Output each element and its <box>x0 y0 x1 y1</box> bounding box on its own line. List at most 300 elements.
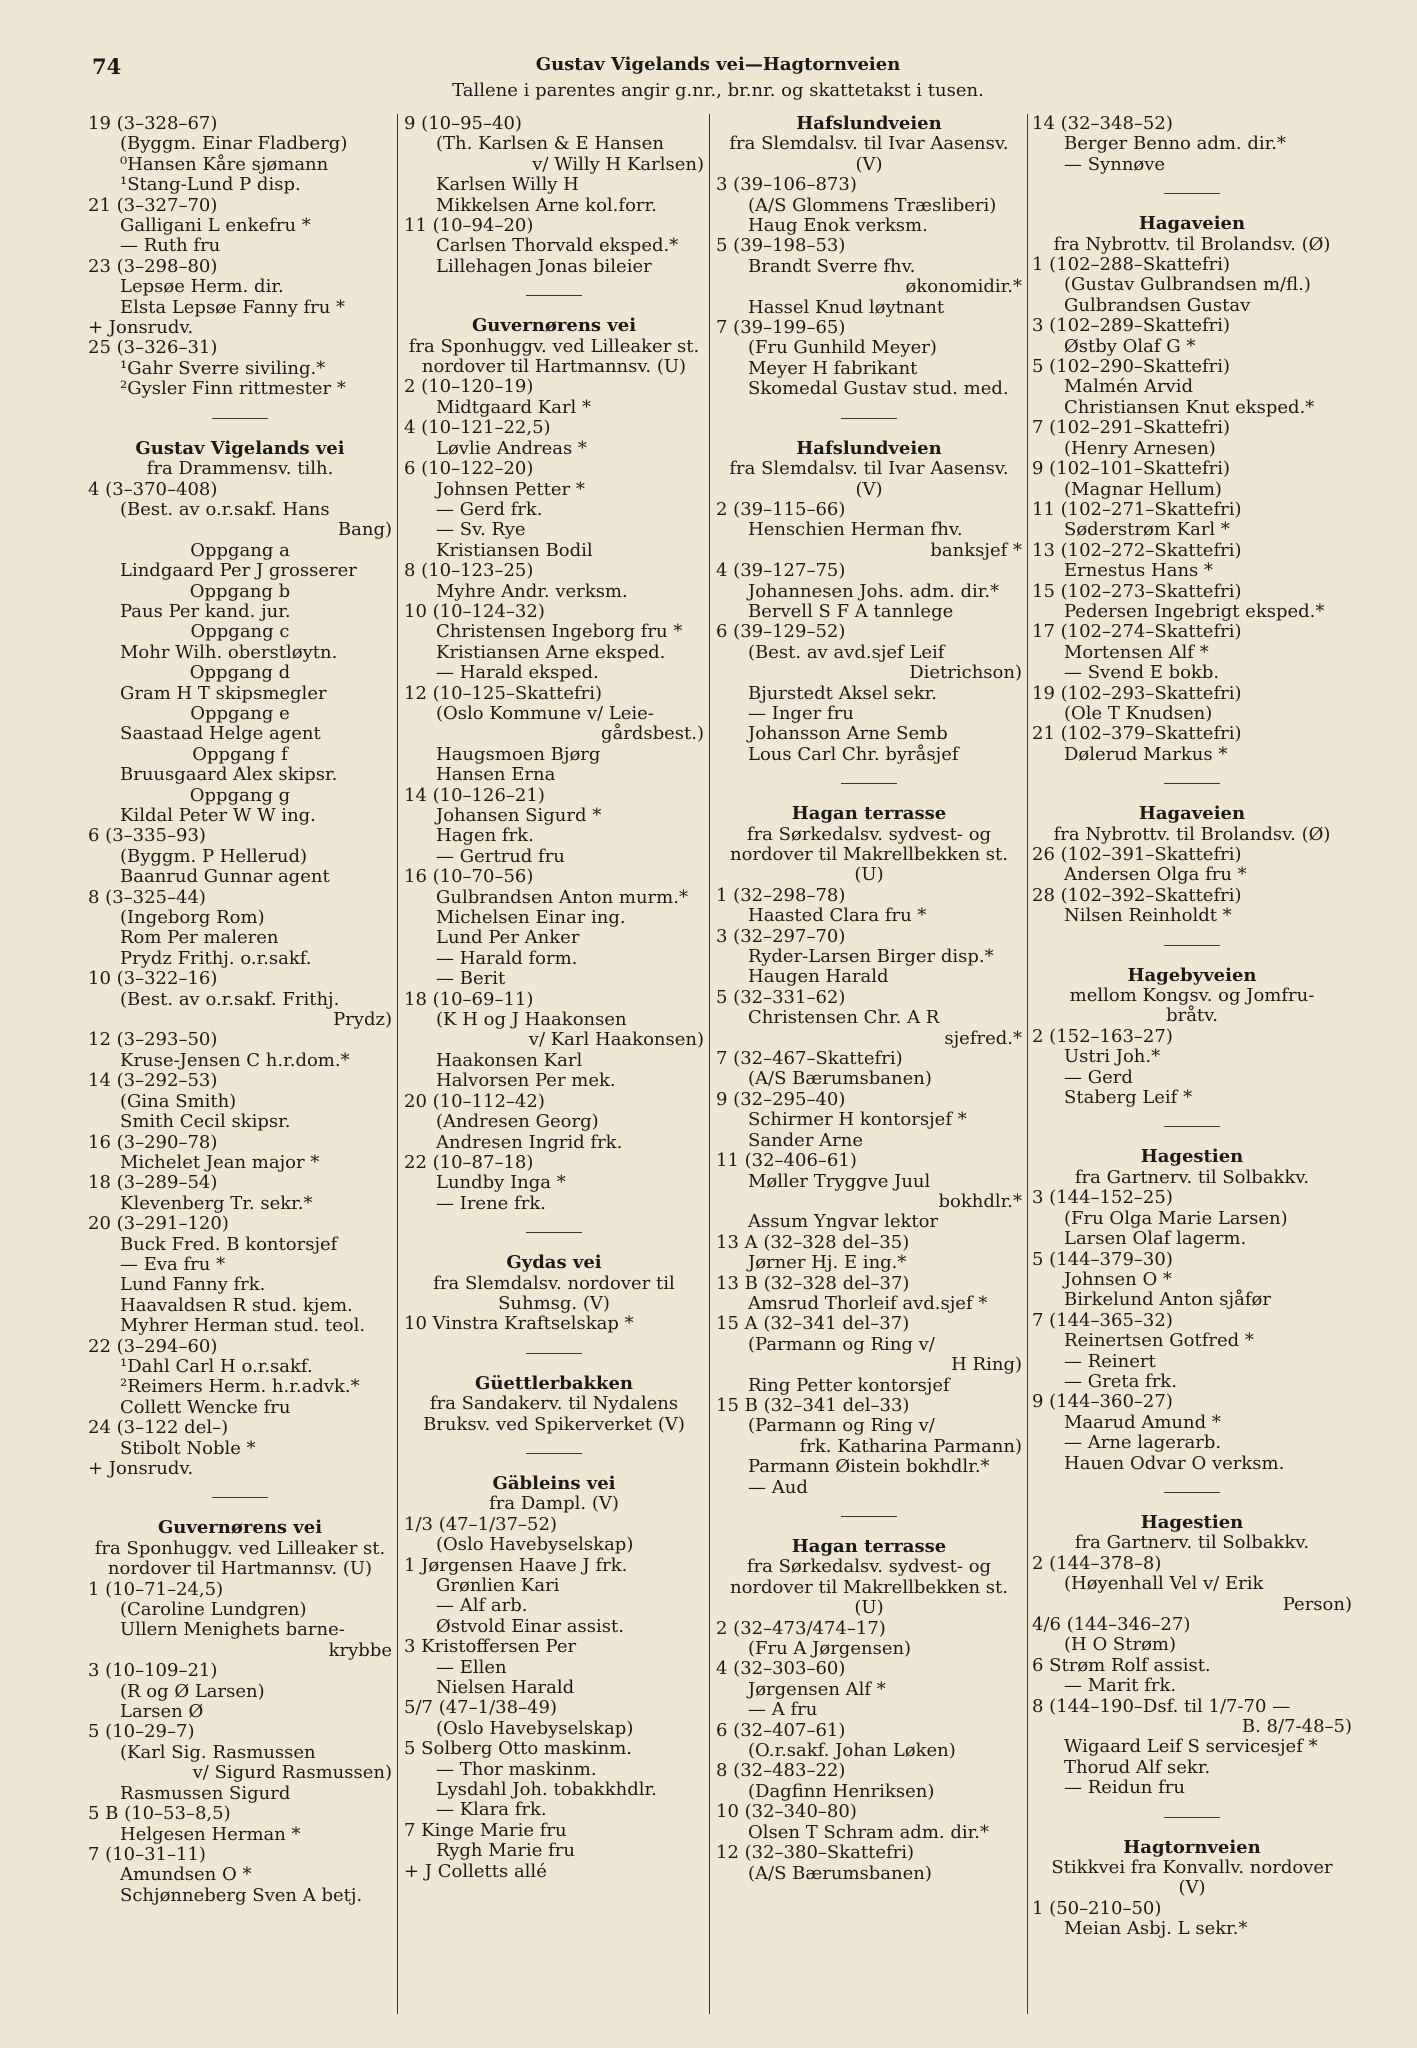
entry-subline: Skomedal Gustav stud. med. <box>748 378 1009 400</box>
street-heading: Gydas vei <box>506 1252 602 1274</box>
street-description: fra Nybrottv. til Brolandsv. (Ø) <box>1053 233 1331 255</box>
entry-line: 6 (32–407–61) <box>716 1719 846 1741</box>
entry-subline: Jørner Hj. E ing.* <box>748 1252 907 1274</box>
street-description: fra Sørkedalsv. sydvest- og <box>746 823 992 845</box>
section-separator <box>212 418 268 419</box>
entry-subline: Stibolt Noble * <box>120 1437 256 1459</box>
entry-subline: Søderstrøm Karl * <box>1064 519 1230 541</box>
entry-subline: (Andresen Georg) <box>436 1111 599 1133</box>
entry-subline: Reinertsen Gotfred * <box>1064 1330 1254 1352</box>
entry-line: 8 (3–325–44) <box>88 886 206 908</box>
street-description: fra Gartnerv. til Solbakkv. <box>1074 1166 1310 1188</box>
entry-subline: Halvorsen Per mek. <box>436 1070 616 1092</box>
section-separator <box>1164 1492 1220 1493</box>
entry-subline: (Byggm. Einar Fladberg) <box>120 133 348 155</box>
entry-line: 26 (102–391–Skattefri) <box>1032 844 1242 865</box>
entry-line: 5 B (10–53–8,5) <box>88 1803 231 1825</box>
entry-subline: Haasted Clara fru * <box>748 905 927 927</box>
entry-subline: Myhre Andr. verksm. <box>436 580 628 602</box>
entry-line: 13 A (32–328 del–35) <box>716 1231 910 1253</box>
entry-subline: Berger Benno adm. dir.* <box>1064 133 1287 155</box>
section-separator <box>526 1353 582 1354</box>
entry-subline: Bervell S F A tannlege <box>748 600 954 622</box>
entry-line: 1 (50–210–50) <box>1032 1897 1162 1919</box>
street-description: Stikkvei fra Konvallv. nordover <box>1051 1857 1333 1879</box>
street-heading: Hagestien <box>1140 1146 1244 1168</box>
entry-subline: Løvlie Andreas * <box>436 437 587 459</box>
entry-subline: — Harald eksped. <box>436 662 599 684</box>
entry-subline: Mikkelsen Arne kol.forr. <box>436 194 657 216</box>
entry-subline: Christensen Chr. A R <box>748 1007 940 1029</box>
entry-subline: Ryder-Larsen Birger disp.* <box>748 946 994 968</box>
entry-subline: (Caroline Lundgren) <box>120 1599 307 1621</box>
entry-line: 11 (32–406–61) <box>716 1150 857 1172</box>
entry-subline: Schirmer H kontorsjef * <box>748 1109 967 1131</box>
entry-line: 20 (3–291–120) <box>88 1213 229 1235</box>
entry-line: 20 (10–112–42) <box>404 1090 545 1112</box>
entry-subline: Malmén Arvid <box>1064 376 1194 398</box>
entry-subline: Michelsen Einar ing. <box>436 907 626 929</box>
entry-line: 5 (10–29–7) <box>88 1721 195 1743</box>
entry-subline: (Parmann og Ring v/ <box>748 1333 935 1355</box>
entry-subline: Wigaard Leif S servicesjef * <box>1064 1736 1318 1758</box>
entry-subline: Christensen Ingeborg fru * <box>436 621 683 643</box>
entry-line: 10 Vinstra Kraftselskap * <box>404 1313 634 1335</box>
entry-subline: Hansen Erna <box>436 764 556 786</box>
entry-subline: (O.r.sakf. Johan Løken) <box>748 1740 956 1762</box>
street-description: Suhmsg. (V) <box>498 1292 610 1314</box>
entry-continuation: Bang) <box>337 519 392 541</box>
column-2 <box>404 114 704 2034</box>
entry-subline: Galligani L enkefru * <box>120 215 311 237</box>
entry-subline: Haugen Harald <box>748 966 889 988</box>
entry-line: 4 (3–370–408) <box>88 478 218 500</box>
street-description: fra Slemdalsv. til Ivar Aasensv. <box>729 133 1009 155</box>
entry-line: 14 (10–126–21) <box>404 784 545 806</box>
entry-subline: Larsen Olaf lagerm. <box>1064 1228 1247 1250</box>
entry-subline: (Best. av o.r.sakf. Hans <box>120 498 330 520</box>
page-header <box>88 52 1348 112</box>
entry-subline: — Inger fru <box>748 702 854 724</box>
entry-subline: — Alf arb. <box>436 1595 528 1617</box>
entry-line: 9 (144–360–27) <box>1032 1391 1173 1413</box>
column-divider <box>397 114 398 2014</box>
street-description: Oppgang a <box>190 539 290 561</box>
street-description: nordover til Makrellbekken st. <box>730 1576 1008 1598</box>
entry-line: 5 (32–331–62) <box>716 986 846 1008</box>
entry-continuation: v/ Sigurd Rasmussen) <box>192 1762 392 1784</box>
street-heading: Güettlerbakken <box>474 1372 634 1394</box>
entry-subline: Lysdahl Joh. tobakkhdlr. <box>436 1779 657 1801</box>
street-heading: Hagan terrasse <box>791 803 947 825</box>
column-4 <box>1032 114 1352 2034</box>
entry-subline: (A/S Glommens Træsliberi) <box>748 194 997 216</box>
entry-line: 10 (10–124–32) <box>404 600 545 622</box>
entry-subline: Pedersen Ingebrigt eksped.* <box>1064 600 1325 622</box>
entry-line: 2 (32–473/474–17) <box>716 1617 886 1639</box>
entry-subline: Rygh Marie fru <box>436 1840 575 1862</box>
page-title: Gustav Vigelands vei—Hagtornveien <box>535 54 901 75</box>
entry-line: 15 (102–273–Skattefri) <box>1032 580 1242 602</box>
entry-line: 5 Solberg Otto maskinm. <box>404 1738 632 1760</box>
entry-line: 8 (32–483–22) <box>716 1760 846 1782</box>
entry-subline: Henschien Herman fhv. <box>748 519 963 541</box>
entry-subline: Midtgaard Karl * <box>436 396 592 418</box>
entry-subline: Johansson Arne Semb <box>748 723 948 745</box>
entry-subline: — A fru <box>748 1699 818 1721</box>
entry-subline: (Gina Smith) <box>120 1090 237 1112</box>
street-description: Bruksv. ved Spikerverket (V) <box>423 1413 685 1435</box>
entry-line: 12 (3–293–50) <box>88 1029 218 1051</box>
street-heading: Hagaveien <box>1138 213 1246 235</box>
street-heading: Guvernørens vei <box>157 1517 323 1539</box>
entry-line: 5 (39–198–53) <box>716 235 846 257</box>
entry-subline: Collett Wencke fru <box>120 1396 291 1418</box>
section-separator <box>526 1232 582 1233</box>
entry-line: 7 Kinge Marie fru <box>404 1819 567 1841</box>
entry-line: 9 (10–95–40) <box>404 114 522 134</box>
entry-subline: ¹Stang-Lund P disp. <box>120 174 301 196</box>
entry-line: 1 (102–288–Skattefri) <box>1032 254 1231 276</box>
street-description: fra Drammensv. tilh. <box>146 458 334 480</box>
entry-subline: — Synnøve <box>1064 153 1166 175</box>
entry-line: 7 (10–31–11) <box>88 1843 206 1865</box>
entry-subline: Carlsen Thorvald eksped.* <box>436 235 679 257</box>
entry-subline: (Dagfinn Henriksen) <box>748 1780 935 1802</box>
entry-line: 3 (144–152–25) <box>1032 1187 1173 1209</box>
entry-subline: Parmann Øistein bokhdlr.* <box>748 1456 990 1478</box>
street-description: Oppgang e <box>190 702 290 724</box>
entry-subline: (Fru Olga Marie Larsen) <box>1064 1207 1288 1229</box>
street-description: bråtv. <box>1166 1005 1218 1027</box>
entry-subline: Brandt Sverre fhv. <box>748 255 916 277</box>
entry-subline: Johansen Sigurd * <box>436 805 602 826</box>
street-description: Oppgang f <box>192 743 288 765</box>
entry-line: 7 (144–365–32) <box>1032 1309 1173 1331</box>
entry-subline: Grønlien Kari <box>436 1575 560 1596</box>
page-number: 74 <box>92 54 122 79</box>
section-separator <box>1164 1817 1220 1818</box>
entry-subline: — Arne lagerarb. <box>1064 1432 1222 1454</box>
entry-line: 2 (152–163–27) <box>1032 1025 1173 1047</box>
entry-subline: Lillehagen Jonas bileier <box>436 255 652 277</box>
street-heading: Hagebyveien <box>1127 964 1257 986</box>
column-divider <box>709 114 710 2014</box>
entry-subline: Bruusgaard Alex skipsr. <box>120 764 338 786</box>
entry-subline: Andresen Ingrid frk. <box>436 1131 623 1153</box>
entry-subline: Meyer H fabrikant <box>748 357 918 379</box>
entry-subline: ²Reimers Herm. h.r.advk.* <box>120 1376 360 1398</box>
entry-subline: Møller Tryggve Juul <box>748 1170 931 1192</box>
entry-line: 4 (10–121–22,5) <box>404 417 551 439</box>
entry-continuation: Prydz) <box>333 1009 392 1031</box>
entry-subline: (Oslo Havebyselskap) <box>436 1717 634 1739</box>
entry-subline: Johannesen Johs. adm. dir.* <box>748 580 1000 602</box>
entry-subline: Amsrud Thorleif avd.sjef * <box>748 1292 988 1314</box>
section-separator <box>526 295 582 296</box>
section-separator <box>1164 1126 1220 1127</box>
entry-line: 28 (102–392–Skattefri) <box>1032 884 1242 906</box>
entry-subline: Lund Per Anker <box>436 927 580 949</box>
entry-line: 15 B (32–341 del–33) <box>716 1394 910 1416</box>
street-description: (U) <box>854 864 884 886</box>
entry-subline: — Gerd frk. <box>436 498 543 520</box>
entry-line: 4 (39–127–75) <box>716 560 846 582</box>
entry-subline: Myhrer Herman stud. teol. <box>120 1315 366 1337</box>
entry-line: 2 (144–378–8) <box>1032 1552 1162 1574</box>
entry-line: 14 (32–348–52) <box>1032 114 1173 134</box>
section-separator <box>212 1497 268 1498</box>
street-description: Oppgang g <box>189 784 291 806</box>
entry-subline: Helgesen Herman * <box>120 1823 301 1845</box>
street-description: fra Sponhuggv. ved Lilleaker st. <box>408 335 700 357</box>
entry-subline: Paus Per kand. jur. <box>120 600 291 622</box>
entry-subline: Rom Per maleren <box>120 927 279 949</box>
entry-subline: ¹Dahl Carl H o.r.sakf. <box>120 1355 313 1377</box>
entry-subline: Johnsen Petter * <box>436 478 585 500</box>
entry-subline: Lous Carl Chr. byråsjef <box>748 743 959 765</box>
entry-line: 22 (10–87–18) <box>404 1151 534 1173</box>
entry-subline: Assum Yngvar lektor <box>748 1211 939 1233</box>
entry-line: 12 (10–125–Skattefri) <box>404 682 603 704</box>
entry-line: 11 (10–94–20) <box>404 215 534 237</box>
entry-line: 4/6 (144–346–27) <box>1032 1614 1191 1635</box>
entry-continuation: H Ring) <box>951 1354 1022 1376</box>
entry-line: 3 Kristoffersen Per <box>404 1636 577 1658</box>
entry-line: 8 (144–190–Dsf. til 1/7-70 — <box>1032 1695 1291 1717</box>
entry-continuation: krybbe <box>328 1639 392 1661</box>
entry-subline: — Svend E bokb. <box>1064 662 1220 684</box>
entry-line: 3 (39–106–873) <box>716 174 857 196</box>
entry-continuation: B. 8/7-48–5) <box>1241 1716 1352 1738</box>
entry-subline: — Greta frk. <box>1064 1370 1177 1392</box>
entry-line: 19 (102–293–Skattefri) <box>1032 682 1242 704</box>
entry-subline: (Ingeborg Rom) <box>120 907 265 929</box>
entry-subline: (Best. av o.r.sakf. Frithj. <box>120 988 340 1010</box>
entry-line: 16 (10–70–56) <box>404 866 534 888</box>
entry-subline: Rasmussen Sigurd <box>120 1782 291 1804</box>
entry-subline: Saastaad Helge agent <box>120 723 321 745</box>
entry-subline: Nielsen Harald <box>436 1677 575 1699</box>
street-description: Oppgang b <box>189 580 291 602</box>
entry-subline: Lund Fanny frk. <box>120 1274 266 1296</box>
column-1 <box>88 114 392 2034</box>
entry-subline: (K H og J Haakonsen <box>436 1009 627 1031</box>
entry-subline: Lepsøe Herm. dir. <box>120 276 284 298</box>
street-heading: Hagtornveien <box>1123 1836 1261 1858</box>
columns-area <box>88 114 1353 2034</box>
entry-subline: (Oslo Havebyselskap) <box>436 1534 634 1556</box>
entry-line: 25 (3–326–31) <box>88 337 218 359</box>
street-description: (V) <box>855 153 883 175</box>
entry-line: 8 (10–123–25) <box>404 560 534 582</box>
entry-subline: Buck Fred. B kontorsjef <box>120 1233 338 1255</box>
entry-subline: Johnsen O * <box>1064 1268 1172 1290</box>
entry-line: 16 (3–290–78) <box>88 1131 218 1153</box>
section-separator <box>841 783 897 784</box>
entry-continuation: v/ Karl Haakonsen) <box>528 1029 704 1051</box>
entry-subline: Hagen frk. <box>436 825 534 847</box>
entry-subline: (Byggm. P Hellerud) <box>120 845 308 867</box>
entry-subline: — Aud <box>748 1476 808 1498</box>
entry-subline: Prydz Frithj. o.r.sakf. <box>120 947 312 969</box>
entry-line: 1 (10–71–24,5) <box>88 1578 224 1600</box>
entry-subline: Lindgaard Per J grosserer <box>120 560 357 582</box>
entry-subline: (Henry Arnesen) <box>1064 437 1216 459</box>
entry-subline: Gulbrandsen Gustav <box>1064 294 1251 316</box>
entry-line: 18 (10–69–11) <box>404 988 534 1010</box>
entry-subline: — Klara frk. <box>436 1799 547 1821</box>
entry-line: 15 A (32–341 del–37) <box>716 1313 910 1335</box>
entry-subline: Ernestus Hans * <box>1064 560 1213 582</box>
entry-line: 5 (144–379–30) <box>1032 1248 1173 1270</box>
column-3 <box>716 114 1022 2034</box>
entry-subline: Larsen Ø <box>120 1701 204 1723</box>
entry-subline: (Høyenhall Vel v/ Erik <box>1064 1573 1264 1595</box>
entry-subline: (Magnar Hellum) <box>1064 478 1222 500</box>
entry-subline: Kildal Peter W W ing. <box>120 805 316 826</box>
entry-line: 17 (102–274–Skattefri) <box>1032 621 1242 643</box>
entry-subline: — Marit frk. <box>1064 1675 1177 1697</box>
entry-line: 21 (102–379–Skattefri) <box>1032 723 1242 745</box>
entry-subline: Haakonsen Karl <box>436 1049 583 1071</box>
entry-subline: Haugsmoen Bjørg <box>436 743 601 765</box>
entry-subline: Østby Olaf G * <box>1064 335 1196 357</box>
street-description: Oppgang d <box>189 662 291 684</box>
entry-subline: Baanrud Gunnar agent <box>120 866 330 888</box>
entry-subline: — Reinert <box>1064 1350 1156 1372</box>
entry-subline: Nilsen Reinholdt * <box>1064 905 1232 927</box>
entry-subline: Ullern Menighets barne- <box>120 1619 345 1641</box>
entry-subline: Elsta Lepsøe Fanny fru * <box>120 296 346 318</box>
entry-subline: Kristiansen Bodil <box>436 539 593 561</box>
entry-subline: (Karl Sig. Rasmussen <box>120 1741 316 1763</box>
entry-subline: — Harald form. <box>436 947 578 969</box>
entry-subline: Olsen T Schram adm. dir.* <box>748 1821 989 1843</box>
entry-subline: ¹Gahr Sverre siviling.* <box>120 357 326 379</box>
entry-subline: Bjurstedt Aksel sekr. <box>748 682 938 704</box>
street-description: fra Dampl. (V) <box>489 1493 619 1515</box>
column-divider <box>1027 114 1028 2014</box>
entry-line: 9 (102–101–Skattefri) <box>1032 458 1231 480</box>
entry-subline: — Gerd <box>1064 1066 1133 1088</box>
street-description: (V) <box>855 478 883 500</box>
entry-line: 13 B (32–328 del–37) <box>716 1272 910 1294</box>
entry-subline: (Best. av avd.sjef Leif <box>748 641 945 663</box>
entry-continuation: økonomidir.* <box>905 276 1022 298</box>
entry-subline: ⁰Hansen Kåre sjømann <box>120 153 329 175</box>
street-description: fra Sponhuggv. ved Lilleaker st. <box>94 1537 386 1559</box>
entry-line: 4 (32–303–60) <box>716 1658 846 1680</box>
entry-subline: — Irene frk. <box>436 1192 546 1214</box>
entry-subline: Schjønneberg Sven A betj. <box>120 1884 363 1906</box>
section-separator <box>526 1453 582 1454</box>
entry-line: 5/7 (47–1/38–49) <box>404 1697 557 1719</box>
entry-line: + Jonsrudv. <box>88 317 194 339</box>
entry-continuation: sjefred.* <box>944 1027 1022 1049</box>
entry-line: 7 (102–291–Skattefri) <box>1032 417 1231 439</box>
entry-line: 9 (32–295–40) <box>716 1088 846 1110</box>
entry-line: 14 (3–292–53) <box>88 1070 218 1092</box>
entry-continuation: banksjef * <box>930 539 1022 561</box>
entry-line: 2 (10–120–19) <box>404 376 534 398</box>
street-heading: Gustav Vigelands vei <box>135 437 345 459</box>
entry-line: 7 (32–467–Skattefri) <box>716 1048 903 1070</box>
section-separator <box>1164 945 1220 946</box>
entry-subline: Klevenberg Tr. sekr.* <box>120 1192 313 1214</box>
entry-subline: Kristiansen Arne eksped. <box>436 641 666 663</box>
entry-line: 19 (3–328–67) <box>88 114 218 134</box>
street-description: mellom Kongsv. og Jomfru- <box>1069 985 1315 1007</box>
entry-line: 11 (102–271–Skattefri) <box>1032 498 1242 520</box>
entry-subline: (A/S Bærumsbanen) <box>748 1862 932 1884</box>
entry-subline: Jørgensen Alf * <box>748 1678 886 1700</box>
entry-subline: (Parmann og Ring v/ <box>748 1415 935 1437</box>
entry-subline: (A/S Bærumsbanen) <box>748 1068 932 1090</box>
entry-subline: Staberg Leif * <box>1064 1087 1193 1109</box>
entry-subline: Maarud Amund * <box>1064 1411 1221 1433</box>
entry-subline: — Berit <box>436 968 506 990</box>
street-description: (U) <box>854 1597 884 1619</box>
street-description: nordover til Hartmannsv. (U) <box>107 1558 373 1580</box>
entry-line: 10 (3–322–16) <box>88 968 218 990</box>
entry-subline: Meian Asbj. L sekr.* <box>1064 1918 1248 1940</box>
entry-line: 22 (3–294–60) <box>88 1335 218 1357</box>
entry-subline: Christiansen Knut eksped.* <box>1064 396 1315 418</box>
entry-subline: (Ole T Knudsen) <box>1064 702 1213 724</box>
entry-subline: (Gustav Gulbrandsen m/fl.) <box>1064 274 1311 296</box>
entry-line: 18 (3–289–54) <box>88 1172 218 1194</box>
street-description: fra Nybrottv. til Brolandsv. (Ø) <box>1053 823 1331 845</box>
entry-subline: Amundsen O * <box>120 1864 252 1886</box>
entry-line: 24 (3–122 del–) <box>88 1417 229 1439</box>
street-description: fra Slemdalsv. til Ivar Aasensv. <box>729 458 1009 480</box>
entry-subline: Thorud Alf sekr. <box>1064 1756 1211 1778</box>
street-description: nordover til Hartmannsv. (U) <box>421 356 687 378</box>
entry-subline: Birkelund Anton sjåfør <box>1064 1289 1271 1311</box>
entry-line: 3 (32–297–70) <box>716 925 846 947</box>
entry-continuation: Person) <box>1282 1593 1352 1615</box>
entry-subline: Dølerud Markus * <box>1064 743 1228 765</box>
entry-line: 6 Strøm Rolf assist. <box>1032 1654 1211 1676</box>
entry-subline: — Sv. Rye <box>436 519 526 541</box>
entry-subline: (Th. Karlsen & E Hansen <box>436 133 664 155</box>
entry-continuation: gårdsbest.) <box>600 723 704 745</box>
entry-subline: Haavaldsen R stud. kjem. <box>120 1294 353 1316</box>
entry-line: + Jonsrudv. <box>88 1458 194 1479</box>
street-description: Oppgang c <box>190 621 290 643</box>
page-subtitle: Tallene i parentes angir g.nr., br.nr. og skattetakst i tusen. <box>452 80 984 101</box>
entry-subline: — Thor maskinm. <box>436 1758 597 1780</box>
entry-subline: Michelet Jean major * <box>120 1151 320 1173</box>
entry-subline: Hauen Odvar O verksm. <box>1064 1452 1285 1474</box>
entry-subline: (Fru Gunhild Meyer) <box>748 337 937 359</box>
entry-subline: — Ellen <box>436 1656 507 1678</box>
street-description: (V) <box>1178 1877 1206 1899</box>
entry-continuation: frk. Katharina Parmann) <box>799 1435 1022 1457</box>
entry-subline: — Eva fru * <box>120 1253 226 1275</box>
entry-line: 5 (102–290–Skattefri) <box>1032 356 1231 378</box>
entry-line: 3 (102–289–Skattefri) <box>1032 315 1231 337</box>
entry-subline: — Reidun fru <box>1064 1777 1185 1799</box>
entry-subline: Lundby Inga * <box>436 1172 566 1194</box>
entry-subline: (R og Ø Larsen) <box>120 1680 265 1702</box>
entry-line: 1 Jørgensen Haave J frk. <box>404 1554 628 1576</box>
entry-subline: Karlsen Willy H <box>436 174 579 196</box>
entry-subline: — Gertrud fru <box>436 845 565 867</box>
entry-subline: (Fru A Jørgensen) <box>748 1638 912 1660</box>
entry-subline: Kruse-Jensen C h.r.dom.* <box>120 1049 350 1071</box>
